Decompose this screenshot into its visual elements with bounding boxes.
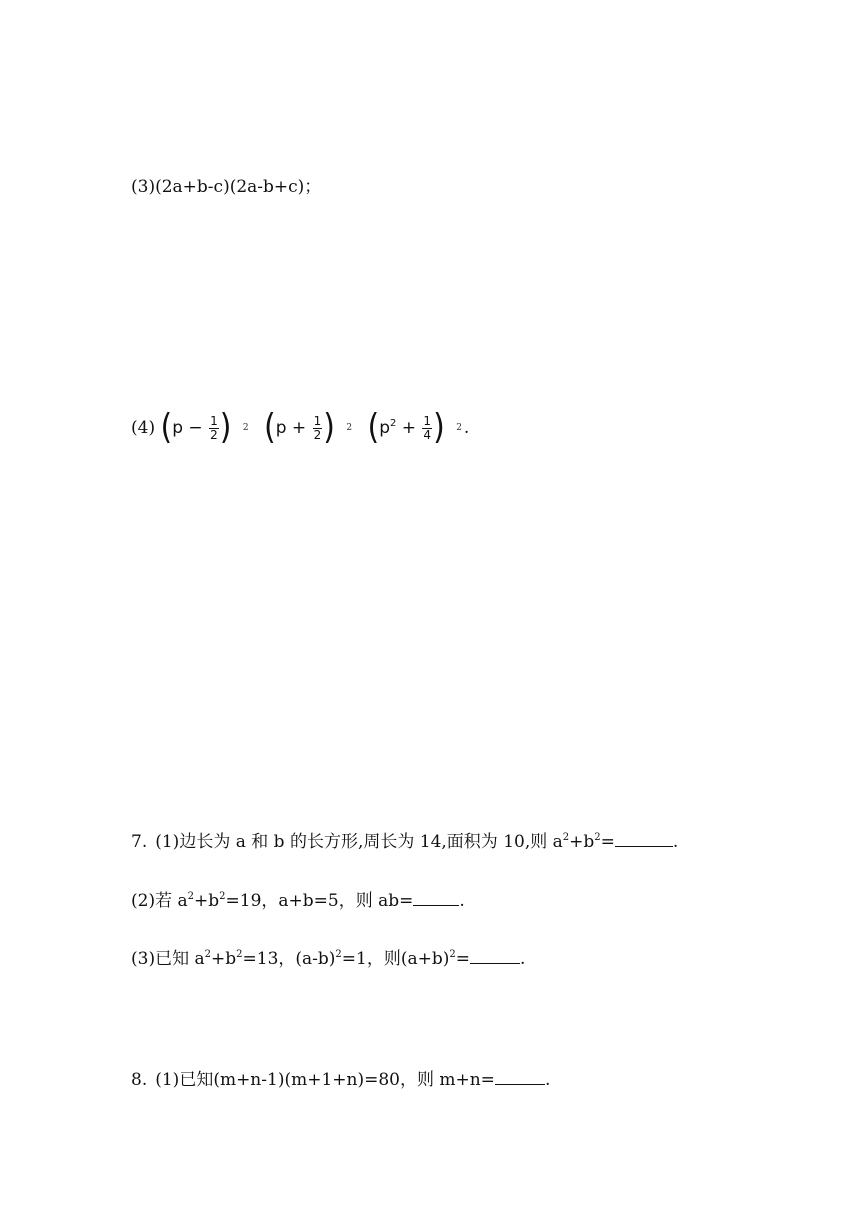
problem-4: (4) (p − $\frac{1}{2}$ ) $^2$ (p + $\frac{1}{2}$ ) $^2$ ($p^2$ + $\frac{1}{4}$ ) $^2$ . [131, 407, 470, 448]
problem-3 [131, 175, 321, 199]
formula-term-1: (p − $\frac{1}{2}$ ) [160, 407, 232, 448]
answer-blank[interactable] [495, 1068, 545, 1085]
fraction-3: $\frac{1}{4}$ [423, 413, 432, 442]
answer-blank[interactable] [615, 830, 673, 847]
problem-3-label: (3) [131, 177, 156, 197]
answer-blank[interactable] [470, 947, 520, 964]
problem-3-expression: (2a+b-c)(2a-b+c)； [155, 177, 322, 197]
fraction-2: $\frac{1}{2}$ [313, 413, 322, 442]
exponent-1: 2 [242, 423, 249, 433]
question-8-number: 8. [131, 1070, 148, 1090]
exponent-2: 2 [346, 423, 353, 433]
answer-blank[interactable] [413, 889, 459, 906]
fraction-1: $\frac{1}{2}$ [210, 413, 218, 442]
question-7-part-3: (3)已知 $a^2+b^2=13$，$(a-b)^2=1$，则$(a+b)^2=$ . [131, 949, 526, 969]
question-7-part-1: 7. (1)边长为 a 和 b 的长方形,周长为 14,面积为 10,则 $a^2+b^2=$ . [131, 832, 679, 852]
problem-4-label: (4) [131, 418, 156, 438]
question-7-part-2: (2)若 $a^2+b^2=19$，a+b=5，则 ab= . [131, 891, 465, 911]
question-7-number: 7. [131, 832, 148, 852]
formula-term-3: ($p^2$ + $\frac{1}{4}$ ) [367, 407, 445, 448]
question-8-part-1: 8. (1)已知(m+n-1)(m+1+n)=80，则 m+n= . [131, 1070, 551, 1090]
exponent-3: 2 [456, 423, 462, 433]
formula-term-2: (p + $\frac{1}{2}$ ) [263, 407, 335, 448]
